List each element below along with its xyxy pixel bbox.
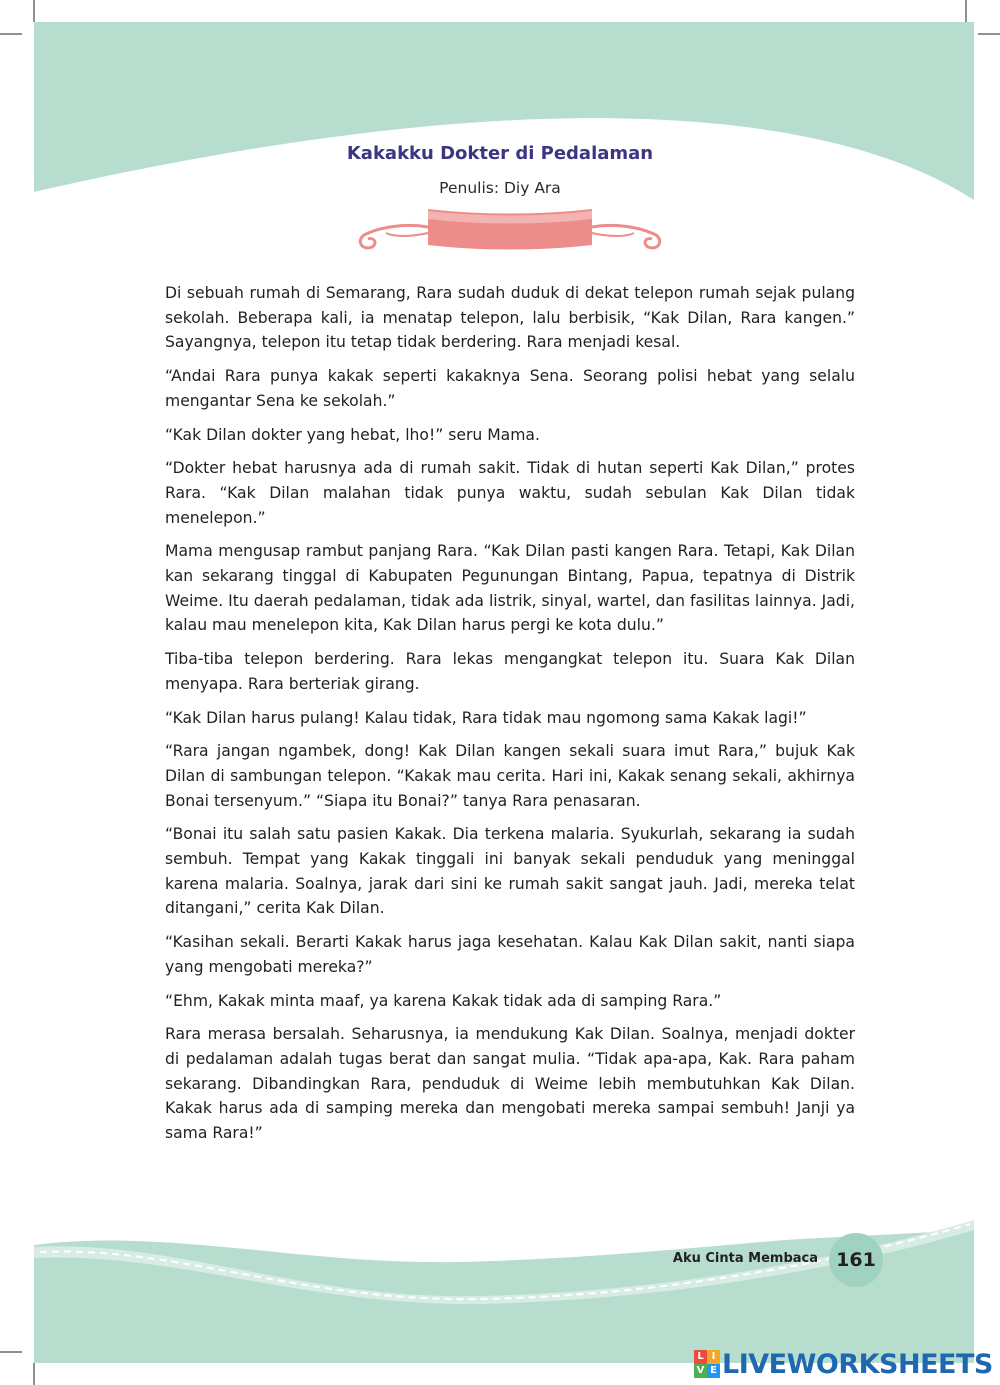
story-author: Penulis: Diy Ara xyxy=(439,179,561,197)
page-number-badge: 161 xyxy=(829,1233,883,1287)
story-paragraph: “Kak Dilan harus pulang! Kalau tidak, Rara tidak mau ngomong sama Kakak lagi!” xyxy=(165,708,807,727)
story-paragraph: “Kasihan sekali. Berarti Kakak harus jaga kesehatan. Kalau Kak Dilan sakit, nanti siapa yang mengobati mereka?” xyxy=(165,933,855,976)
story-paragraph: Tiba-tiba telepon berdering. Rara lekas mengangkat telepon itu. Suara Kak Dilan menyapa. Rara berteriak girang. xyxy=(165,650,855,693)
story-paragraph: “Kak Dilan dokter yang hebat, lho!” seru Mama. xyxy=(165,425,540,444)
story-body xyxy=(165,281,855,1155)
story-paragraph: Mama mengusap rambut panjang Rara. “Kak Dilan pasti kangen Rara. Tetapi, Kak Dilan kan sekarang tinggal di Kabupaten Pegunungan Bintang, Papua, tepatnya di Distrik Weime. Itu daerah pedalaman, tidak ada listrik, sinyal, wartel, dan fasilitas lainnya. Jadi, kalau mau menelepon kita, Kak Dilan harus pergi ke kota dulu.” xyxy=(165,542,855,635)
liveworksheets-logo-icon xyxy=(694,1350,720,1378)
story-title: Kakakku Dokter di Pedalaman xyxy=(346,143,654,164)
header-mint-shape xyxy=(34,22,974,200)
story-paragraph: “Bonai itu salah satu pasien Kakak. Dia terkena malaria. Syukurlah, sekarang ia sudah sembuh. Tempat yang Kakak tinggali ini banyak sekali penduduk yang meninggal karena malaria. Soalnya, jarak dari sini ke rumah sakit sangat jauh. Jadi, mereka telat ditangani,” cerita Kak Dilan. xyxy=(165,825,855,918)
story-paragraph: “Ehm, Kakak minta maaf, ya karena Kakak tidak ada di samping Rara.” xyxy=(165,991,722,1010)
story-paragraph: Di sebuah rumah di Semarang, Rara sudah duduk di dekat telepon rumah sejak pulang sekolah. Beberapa kali, ia menatap telepon, lalu berbisik, “Kak Dilan, Rara kangen.” Sayangnya, telepon itu tetap tidak berdering. Rara menjadi kesal. xyxy=(165,284,855,352)
story-paragraph: Rara merasa bersalah. Seharusnya, ia mendukung Kak Dilan. Soalnya, menjadi dokter di pedalaman adalah tugas berat dan sangat mulia. “Tidak apa-apa, Kak. Rara paham sekarang. Dibandingkan Rara, penduduk di Weime lebih membutuhkan Kak Dilan. Kakak harus ada di samping mereka dan mengobati mereka sampai sembuh! Janji ya sama Rara!” xyxy=(165,1025,855,1143)
logo-letter-tile: V xyxy=(694,1364,707,1378)
liveworksheets-watermark xyxy=(694,1349,993,1379)
logo-letter-tile: I xyxy=(707,1350,720,1364)
watermark-text: LIVEWORKSHEETS xyxy=(722,1348,993,1380)
story-paragraph: “Andai Rara punya kakak seperti kakaknya Sena. Seorang polisi hebat yang selalu mengantar Sena ke sekolah.” xyxy=(165,367,855,410)
logo-letter-tile: L xyxy=(694,1350,707,1364)
footer-book-title: Aku Cinta Membaca xyxy=(672,1251,818,1266)
logo-letter-tile: E xyxy=(707,1364,720,1378)
story-paragraph: “Dokter hebat harusnya ada di rumah sakit. Tidak di hutan seperti Kak Dilan,” protes Rara. “Kak Dilan malahan tidak punya waktu, sudah sebulan Kak Dilan tidak menelepon.” xyxy=(165,459,855,527)
story-paragraph: “Rara jangan ngambek, dong! Kak Dilan kangen sekali suara imut Rara,” bujuk Kak Dilan di sambungan telepon. “Kakak mau cerita. Hari ini, Kakak senang sekali, akhirnya Bonai tersenyum.” “Siapa itu Bonai?” tanya Rara penasaran. xyxy=(165,742,855,810)
ribbon-banner-decoration xyxy=(350,203,670,261)
